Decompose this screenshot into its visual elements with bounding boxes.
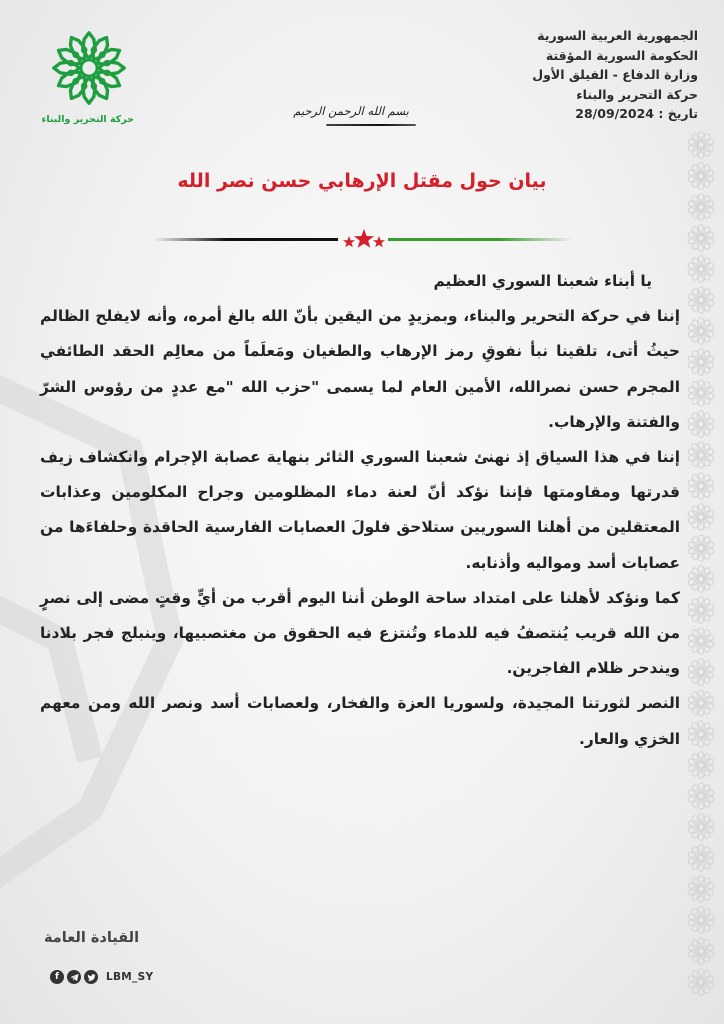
signature: القيادة العامة: [44, 930, 140, 946]
rosette-ornament-icon: [686, 347, 716, 377]
rosette-ornament-icon: [686, 626, 716, 656]
rosette-ornament-icon: [686, 967, 716, 997]
rosette-ornament-icon: [686, 843, 716, 873]
star-center-icon: [354, 229, 374, 248]
greeting: يا أبناء شعبنا السوري العظيم: [433, 272, 652, 290]
rosette-ornament-icon: [686, 285, 716, 315]
letterhead-line: الحكومة السورية المؤقتة: [545, 47, 698, 63]
body-paragraph: كما ونؤكد لأهلنا على امتداد ساحة الوطن أننا اليوم أقرب من أيٍّ وقتٍ مضى إلى نصرٍ من الله قريب يُنتصفُ فيه للدماء وتُنتزع فيه الحقوق من مغتصبيها، وينبلج فجر بلادنا ويندحر ظلام الفاجرين.: [40, 588, 680, 678]
basmala-stroke: [326, 124, 416, 126]
decorative-rosette-border: [686, 130, 718, 997]
star-left-icon: [343, 236, 355, 247]
basmala-calligraphy: [266, 104, 436, 132]
rosette-ornament-icon: [686, 471, 716, 501]
letterhead-line: حركة التحرير والبناء: [576, 86, 698, 102]
date-value: 28/09/2024: [575, 106, 654, 121]
date-label: تاريخ :: [658, 106, 698, 121]
rosette-ornament-icon: [686, 192, 716, 222]
body-paragraph: النصر لثورتنا المجيدة، ولسوريا العزة والفخار، ولعصابات أسد ونصر الله ومن معهم الخزي والعار.: [40, 694, 680, 748]
twitter-icon[interactable]: [84, 970, 98, 984]
rosette-ornament-icon: [686, 905, 716, 935]
rosette-ornament-icon: [686, 409, 716, 439]
rosette-ornament-icon: [686, 812, 716, 842]
rosette-ornament-icon: [686, 657, 716, 687]
three-stars-icon: [341, 228, 387, 250]
body-paragraph: إننا في هذا السياق إذ نهنئ شعبنا السوري الثائر بنهاية عصابة الإجرام وانكشاف زيف قدرتها ومقاومتها فإننا نؤكد أنّ لعنة دماء المظلومين وجراح المكلومين وعذابات المعتقلين من أهلنا السوريين ستلاحق فلولَ العصابات الفارسية الحاقدة وحلفاءَها من عصابات أسد ومواليه وأذنابه.: [40, 448, 680, 572]
statement-title: بيان حول مقتل الإرهابي حسن نصر الله: [177, 170, 547, 192]
divider-green-line: [388, 238, 573, 241]
facebook-icon[interactable]: f: [50, 970, 64, 984]
logo-text: حركة التحرير والبناء: [41, 114, 134, 125]
rosette-ornament-icon: [686, 440, 716, 470]
rosette-ornament-icon: [686, 781, 716, 811]
letterhead-line: وزارة الدفاع - الفيلق الأول: [532, 67, 698, 82]
rosette-ornament-icon: [686, 254, 716, 284]
letterhead: [532, 26, 698, 124]
flag-divider: [153, 228, 573, 250]
body-paragraph: إننا في حركة التحرير والبناء، وبمزيدٍ من اليقين بأنّ الله بالغ أمره، وأنه لايفلح الظالم حيثُ أتى، تلقينا نبأ نفوقِ رمز الإرهاب والطغيان ومَعلَماً من معالِم الحقد الطائفي المجرم حسن نصرالله، الأمين العام لما يسمى "حزب الله "مع عددٍ من رؤوس الشرّ والفتنة والإرهاب.: [40, 307, 680, 431]
rosette-ornament-icon: [686, 874, 716, 904]
organization-logo: [41, 28, 134, 125]
rosette-ornament-icon: [686, 223, 716, 253]
rosette-ornament-icon: [686, 316, 716, 346]
social-links: [50, 970, 153, 984]
social-handle[interactable]: LBM_SY: [106, 971, 154, 983]
rosette-ornament-icon: [686, 595, 716, 625]
telegram-icon[interactable]: [67, 970, 81, 984]
rosette-ornament-icon: [686, 564, 716, 594]
rosette-ornament-icon: [686, 688, 716, 718]
rosette-ornament-icon: [686, 719, 716, 749]
rosette-ornament-icon: [686, 750, 716, 780]
rosette-ornament-icon: [686, 130, 716, 160]
star-right-icon: [373, 236, 385, 247]
rosette-ornament-icon: [686, 936, 716, 966]
letterhead-line: الجمهورية العربية السورية: [537, 28, 698, 43]
basmala-text: بسم الله الرحمن الرحيم: [293, 104, 409, 118]
date-line: [532, 104, 698, 124]
rosette-ornament-icon: [686, 533, 716, 563]
rosette-ornament-icon: [686, 502, 716, 532]
statement-body: [40, 264, 680, 757]
rosette-ornament-icon: [686, 378, 716, 408]
divider-black-line: [153, 238, 338, 241]
star-rosette-logo-icon: [49, 28, 129, 108]
